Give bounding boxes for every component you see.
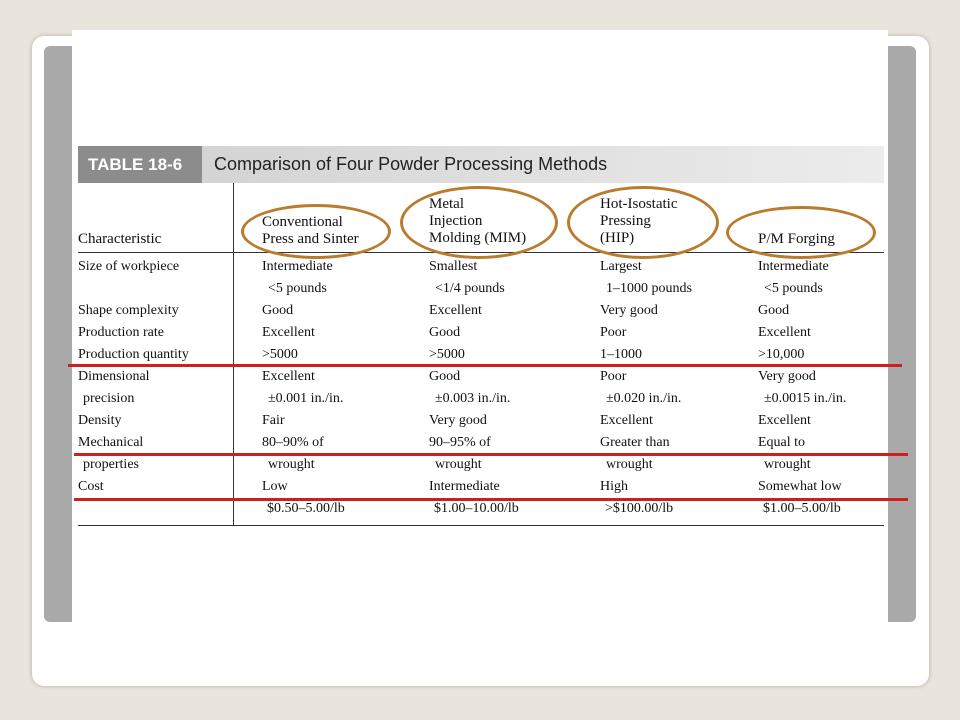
table-cell: 80–90% of	[262, 435, 324, 450]
table-cell: Excellent	[262, 369, 315, 384]
highlight-oval-pm-forging	[726, 206, 876, 259]
underline-cost	[74, 498, 908, 501]
table-cell: Good	[429, 325, 461, 340]
table-cell: wrought	[268, 457, 315, 472]
table-cell: Fair	[262, 413, 285, 428]
table-cell: <1/4 pounds	[435, 281, 505, 296]
header-method-3-line-2: Pressing	[600, 213, 651, 229]
header-method-4-line-1: P/M Forging	[758, 231, 835, 247]
header-method-1-line-1: Conventional	[262, 214, 343, 230]
table-cell: Poor	[600, 369, 627, 384]
table-cell: Good	[429, 369, 461, 384]
row-characteristic-label: precision	[83, 391, 135, 406]
table-number: TABLE 18-6	[78, 146, 202, 183]
underline-mechanical	[74, 453, 908, 456]
table-cell: Good	[758, 303, 790, 318]
table-cell: Very good	[600, 303, 658, 318]
row-characteristic-label: Cost	[78, 479, 104, 494]
table-cell: Intermediate	[758, 259, 829, 274]
table-cell: $1.00–5.00/lb	[763, 501, 841, 516]
table-cell: >$100.00/lb	[605, 501, 674, 516]
header-method-3-line-1: Hot-Isostatic	[600, 196, 678, 212]
table-cell: ±0.001 in./in.	[268, 391, 344, 406]
table-cell: Excellent	[758, 325, 811, 340]
table-cell: wrought	[435, 457, 482, 472]
table-cell: wrought	[764, 457, 811, 472]
table-cell: Intermediate	[429, 479, 500, 494]
header-method-1-line-2: Press and Sinter	[262, 231, 359, 247]
table-cell: 1–1000	[600, 347, 642, 362]
table-cell: Excellent	[600, 413, 653, 428]
row-characteristic-label: properties	[83, 457, 139, 472]
table-cell: Somewhat low	[758, 479, 842, 494]
bottom-rule	[78, 525, 884, 526]
table-cell: 90–95% of	[429, 435, 491, 450]
table-cell: wrought	[606, 457, 653, 472]
table-cell: Excellent	[758, 413, 811, 428]
table-cell: ±0.003 in./in.	[435, 391, 511, 406]
header-method-2-line-1: Metal	[429, 196, 464, 212]
table-cell: Poor	[600, 325, 627, 340]
table-cell: $1.00–10.00/lb	[434, 501, 519, 516]
table-cell: ±0.020 in./in.	[606, 391, 682, 406]
column-divider	[233, 183, 234, 526]
highlight-oval-mim	[400, 186, 558, 259]
header-characteristic: Characteristic	[78, 231, 162, 247]
table-caption-banner	[78, 146, 884, 183]
row-characteristic-label: Dimensional	[78, 369, 150, 384]
table-cell: Very good	[429, 413, 487, 428]
table-cell: <5 pounds	[764, 281, 823, 296]
table-cell: <5 pounds	[268, 281, 327, 296]
header-method-3-line-3: (HIP)	[600, 230, 635, 246]
row-characteristic-label: Production rate	[78, 325, 164, 340]
table-cell: Equal to	[758, 435, 806, 450]
underline-production-quantity	[68, 364, 902, 367]
table-cell: >10,000	[758, 347, 805, 362]
header-method-2-line-3: Molding (MIM)	[429, 230, 527, 246]
table-cell: Very good	[758, 369, 816, 384]
table-cell: >5000	[262, 347, 298, 362]
table-title: Comparison of Four Powder Processing Methods	[214, 154, 608, 174]
row-characteristic-label: Density	[78, 413, 122, 428]
table-cell: 1–1000 pounds	[606, 281, 692, 296]
table-cell: High	[600, 479, 628, 494]
table-cell: ±0.0015 in./in.	[764, 391, 847, 406]
highlight-oval-hip	[567, 186, 719, 259]
table-cell: Excellent	[262, 325, 315, 340]
table-cell: Low	[262, 479, 288, 494]
table-cell: Excellent	[429, 303, 482, 318]
table-cell: Good	[262, 303, 294, 318]
table-cell: Greater than	[600, 435, 670, 450]
table-cell: Largest	[600, 259, 642, 274]
header-method-2-line-2: Injection	[429, 213, 483, 229]
row-characteristic-label: Mechanical	[78, 435, 144, 450]
highlight-oval-press-sinter	[241, 204, 391, 259]
table-cell: Intermediate	[262, 259, 333, 274]
table-cell: $0.50–5.00/lb	[267, 501, 345, 516]
row-characteristic-label: Size of workpiece	[78, 259, 180, 274]
table-cell: >5000	[429, 347, 465, 362]
row-characteristic-label: Shape complexity	[78, 303, 179, 318]
table-cell: Smallest	[429, 259, 478, 274]
row-characteristic-label: Production quantity	[78, 347, 189, 362]
